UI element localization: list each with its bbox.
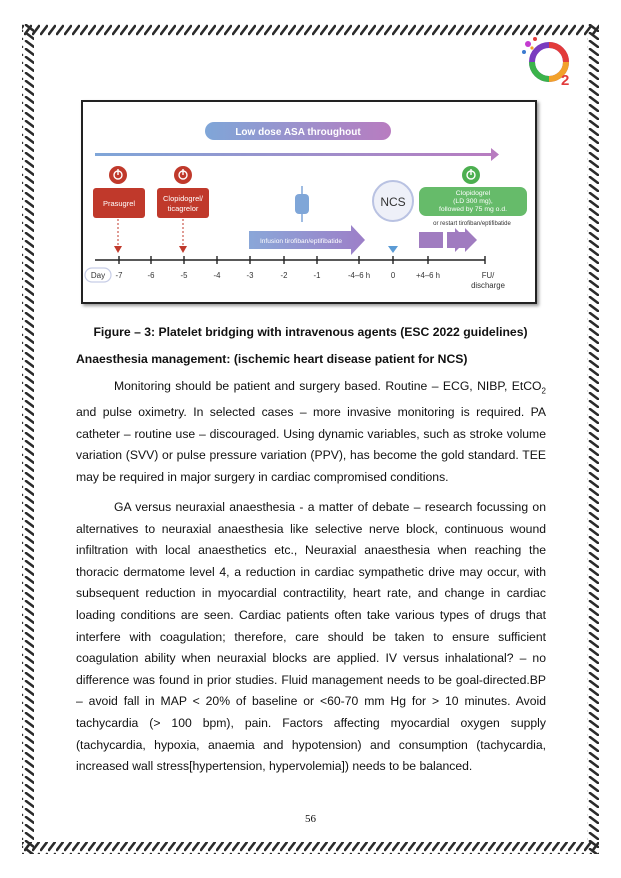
- p1-text-a: Monitoring should be patient and surgery based. Routine – ECG, NIBP, EtCO: [114, 379, 542, 393]
- stop-icon-clopidogrel: [174, 166, 192, 184]
- timeline-tick-label: -6: [147, 271, 155, 280]
- infusion-label: Infusion tirofiban/eptifibatide: [259, 238, 343, 245]
- paragraph-ga-neuraxial: [76, 497, 546, 778]
- clopi-post-line3: followed by 75 mg o.d.: [438, 206, 508, 213]
- platelet-bridging-figure: [81, 100, 537, 304]
- clopi-post-line2: (LD 300 mg),: [453, 198, 493, 205]
- timeline-tick-label: +4–6 h: [415, 271, 441, 280]
- timeline-tick-label: -4–6 h: [347, 271, 371, 280]
- surgery-marker: [388, 246, 398, 253]
- bridging-diagram: [83, 102, 535, 302]
- figure-caption: Figure – 3: Platelet bridging with intravenous agents (ESC 2022 guidelines): [93, 325, 528, 339]
- paragraph-monitoring: [76, 376, 546, 488]
- iv-bag-icon: [295, 186, 309, 222]
- timeline-tick-label: -1: [313, 271, 321, 280]
- ncs-label: NCS: [380, 195, 406, 209]
- stop-icon-prasugrel: [109, 166, 127, 184]
- prasugrel-label: Prasugrel: [102, 199, 136, 208]
- p1-subscript: 2: [541, 386, 546, 396]
- clopi-tica-line2: ticagrelor: [167, 204, 199, 213]
- fu-line1: FU/: [481, 271, 495, 280]
- asa-label: Low dose ASA throughout: [235, 127, 361, 138]
- timeline-tick-label: 0: [390, 271, 396, 280]
- page-number: 56: [305, 813, 316, 825]
- clopi-post-line1: Clopidogrel: [455, 190, 491, 197]
- timeline-tick-label: -4: [213, 271, 221, 280]
- timeline-tick-label: -2: [280, 271, 288, 280]
- clopi-tica-line1: Clopidogrel/: [162, 194, 204, 203]
- timeline-tick-label: -3: [246, 271, 254, 280]
- restart-label: or restart tirofiban/eptifibatide: [433, 221, 511, 227]
- restart-infusion-arrows: [419, 228, 477, 252]
- clopidogrel-ticagrelor-box: [157, 188, 209, 218]
- timeline-tick-label: -7: [115, 271, 123, 280]
- asa-arrow: [95, 153, 495, 156]
- fu-line2: discharge: [471, 281, 505, 290]
- p1-text-b: and pulse oximetry. In selected cases – more invasive monitoring is required. PA catheter – routine use – discouraged. Using dynamic variables, such as stroke volume variation (SVV) or pulse pressure variation (PPV), has become the gold standard. TEE may be required in major surgery in cardiac compromised conditions.: [76, 405, 546, 484]
- section-heading: Anaesthesia management: (ischemic heart disease patient for NCS): [76, 352, 468, 366]
- p2-text: GA versus neuraxial anaesthesia - a matter of debate – research focussing on alternatives to neuraxial anaesthesia like selective nerve block, continuous wound infiltration with local anaesthetics etc., Neuraxial anaesthesia when reaching the thoracic dermatome level 4, a reduction in cardiac sympathetic drive may occur, with subsequent reduction in myocardial contractility, heart rate, and change in cardiac loading conditions are seen. Cardiac patients often take various types of drugs that interfere with coagulation; therefore, care should be taken to ensure sufficient coagulation ability when neuraxial blocks are applied. IV versus inhalational? – no difference was found in prior studies. Fluid management needs to be goal-directed.BP – avoid fall in MAP < 20% of baseline or <60-70 mm Hg for > 10 minutes. Avoid tachycardia (> 100 bpm), pain. Factors affecting myocardial oxygen supply (tachycardia, hypoxia, anaemia and hypotension) and consumption (tachycardia, increased wall stress[hypertension, hypervolemia]) needs to be balanced.: [76, 500, 546, 774]
- day-label: Day: [90, 271, 106, 280]
- svg-text:2: 2: [561, 72, 570, 88]
- start-icon-clopidogrel: [462, 166, 480, 184]
- timeline-tick-label: -5: [180, 271, 188, 280]
- o2-logo: [520, 34, 578, 88]
